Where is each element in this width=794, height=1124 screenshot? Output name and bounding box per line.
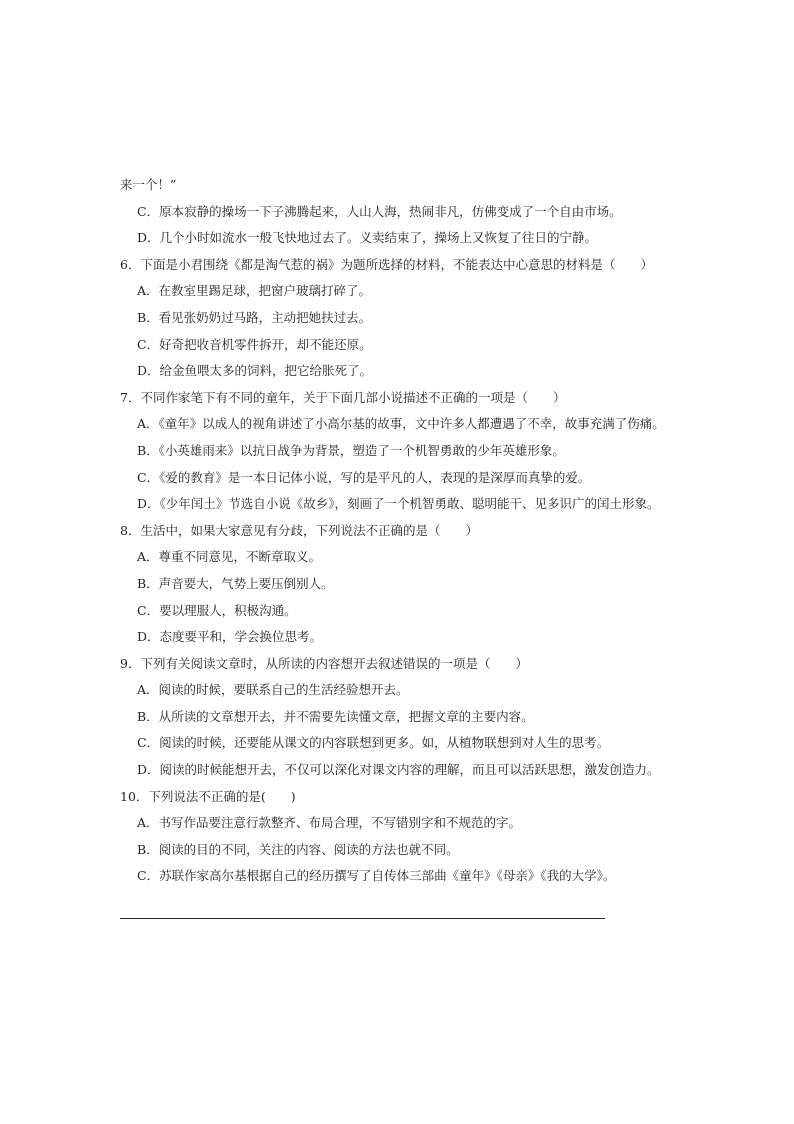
- question-stem: 10．下列说法不正确的是( ): [120, 788, 296, 804]
- question-stem: 8．生活中，如果大家意见有分歧，下列说法不正确的是（ ）: [120, 522, 478, 538]
- option-c-lead: C．原本寂静的操场一下子沸腾起来，人山人海，热闹非凡，仿佛变成了一个自由市场。: [137, 203, 622, 219]
- option-a: A．在教室里踢足球，把窗户玻璃打碎了。: [137, 283, 372, 299]
- option-a: A．书写作品要注意行款整齐、布局合理，不写错别字和不规范的字。: [137, 815, 522, 831]
- option-b: B．阅读的目的不同，关注的内容、阅读的方法也就不同。: [137, 841, 459, 857]
- option-a: A．阅读的时候，要联系自己的生活经验想开去。: [137, 682, 409, 698]
- option-b: B．从所读的文章想开去，并不需要先读懂文章，把握文章的主要内容。: [137, 708, 534, 724]
- option-d: D．《少年闰土》节选自小说《故乡》，刻画了一个机智勇敢、聪明能干、见多识广的闰土形象。: [137, 496, 660, 512]
- option-c: C．阅读的时候，还要能从课文的内容联想到更多。如，从植物联想到对人生的思考。: [137, 735, 610, 751]
- question-content: [120, 172, 720, 890]
- option-c: C．要以理服人，积极沟通。: [137, 602, 297, 618]
- end-divider-line: [120, 918, 605, 919]
- option-c: C．好奇把收音机零件拆开，却不能还原。: [137, 336, 372, 352]
- option-a: A．尊重不同意见，不断章取义。: [137, 549, 322, 565]
- option-d-lead: D．几个小时如流水一般飞快地过去了。义卖结束了，操场上又恢复了往日的宁静。: [137, 230, 598, 246]
- option-c: C．苏联作家高尔基根据自己的经历撰写了自传体三部曲《童年》《母亲》《我的大学》。: [137, 868, 616, 884]
- question-10: [120, 784, 720, 890]
- question-stem: 9．下列有关阅读文章时，从所读的内容想开去叙述错误的一项是（ ）: [120, 655, 528, 671]
- option-a: A．《童年》以成人的视角讲述了小高尔基的故事，文中许多人都遭遇了不幸，故事充满了伤痛。: [137, 416, 665, 432]
- option-c: C．《爱的教育》是一本日记体小说，写的是平凡的人，表现的是深厚而真挚的爱。: [137, 469, 591, 485]
- question-9: [120, 651, 720, 784]
- question-7: [120, 385, 720, 518]
- question-stem: 7．不同作家笔下有不同的童年，关于下面几部小说描述不正确的一项是（ ）: [120, 389, 566, 405]
- question-stem: 6．下面是小君围绕《都是淘气惹的祸》为题所选择的材料，不能表达中心意思的材料是（ ）: [120, 256, 653, 272]
- option-d: D．态度要平和，学会换位思考。: [137, 629, 323, 645]
- option-d: D．给金鱼喂太多的饲料，把它给胀死了。: [137, 363, 373, 379]
- continued-text: 来一个！”: [120, 177, 177, 192]
- option-d: D．阅读的时候能想开去，不仅可以深化对课文内容的理解，而且可以活跃思想，激发创造力。: [137, 762, 660, 778]
- option-b: B．声音要大，气势上要压倒别人。: [137, 575, 334, 591]
- option-b: B．看见张奶奶过马路，主动把她扶过去。: [137, 309, 372, 325]
- question-6: [120, 252, 720, 385]
- question-8: [120, 518, 720, 651]
- option-b: B．《小英雄雨来》以抗日战争为背景，塑造了一个机智勇敢的少年英雄形象。: [137, 442, 565, 458]
